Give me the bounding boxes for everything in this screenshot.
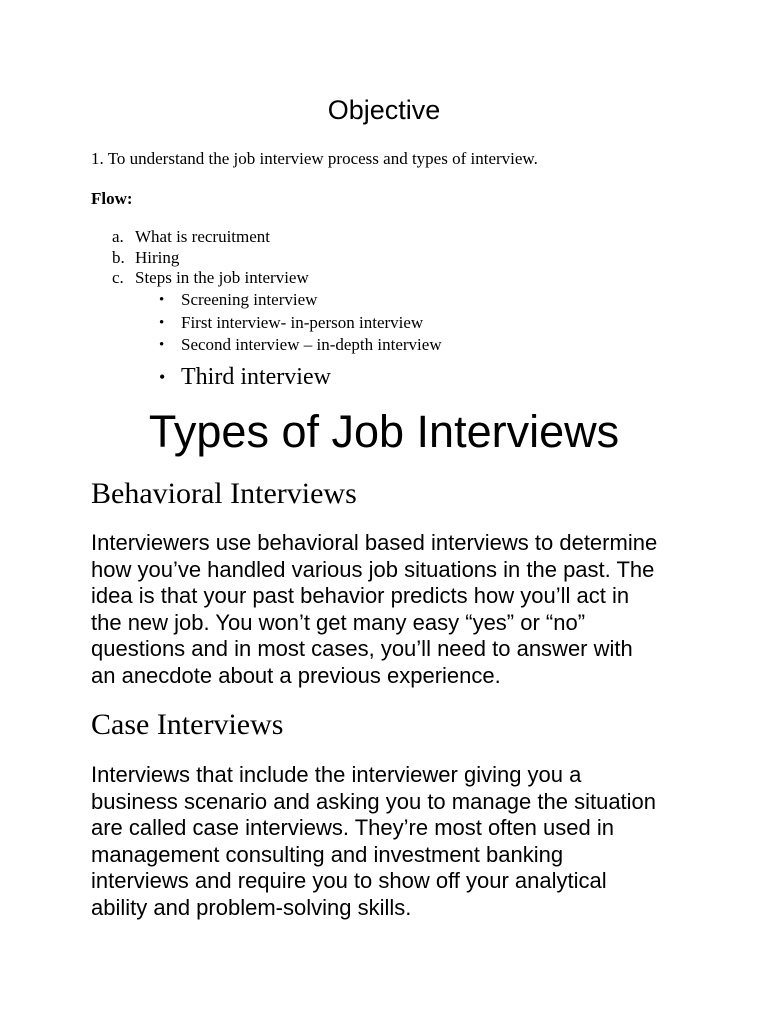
paragraph-line: interviews and require you to show off your analytical xyxy=(91,868,607,894)
interview-step-text: First interview- in-person interview xyxy=(181,312,424,332)
flow-item-marker: a. xyxy=(112,227,124,246)
flow-item-marker: c. xyxy=(112,268,124,287)
paragraph-line: are called case interviews. They’re most often used in xyxy=(91,815,614,841)
types-heading: Types of Job Interviews xyxy=(148,406,620,457)
behavioral-heading: Behavioral Interviews xyxy=(91,477,357,510)
paragraph-line: how you’ve handled various job situations in the past. The xyxy=(91,556,655,582)
interview-step-text: Third interview xyxy=(181,363,331,390)
paragraph-line: business scenario and asking you to manage the situation xyxy=(91,788,657,814)
paragraph-line: Interviews that include the interviewer giving you a xyxy=(91,762,582,787)
bullet-icon: • xyxy=(159,337,165,353)
flow-label: Flow: xyxy=(91,189,133,208)
bullet-icon: • xyxy=(159,314,165,331)
bullet-icon: • xyxy=(159,292,165,308)
paragraph-line: management consulting and investment banking xyxy=(91,841,564,867)
paragraph-line: the new job. You won’t get many easy “yes” or “no” xyxy=(91,609,586,635)
bullet-icon: • xyxy=(159,366,166,387)
interview-step-text: Screening interview xyxy=(181,290,318,309)
paragraph-line: ability and problem-solving skills. xyxy=(91,894,412,920)
paragraph-line: idea is that your past behavior predicts how you’ll act in xyxy=(91,583,630,609)
paragraph-line: questions and in most cases, you’ll need to answer with xyxy=(91,636,633,662)
paragraph-line: an anecdote about a previous experience. xyxy=(91,662,501,688)
interview-step-text: Second interview – in-depth interview xyxy=(181,335,442,354)
behavioral-paragraph xyxy=(91,530,691,690)
case-paragraph xyxy=(91,762,691,922)
flow-item-text: Hiring xyxy=(135,247,180,267)
flow-item-marker: b. xyxy=(112,247,125,267)
objective-title: Objective xyxy=(327,95,441,125)
flow-item-text: Steps in the job interview xyxy=(135,268,309,287)
flow-item-text: What is recruitment xyxy=(135,227,271,246)
paragraph-line: Interviewers use behavioral based interviews to determine xyxy=(91,530,658,555)
case-heading: Case Interviews xyxy=(91,708,284,741)
objective-statement: 1. To understand the job interview process and types of interview. xyxy=(91,149,538,168)
